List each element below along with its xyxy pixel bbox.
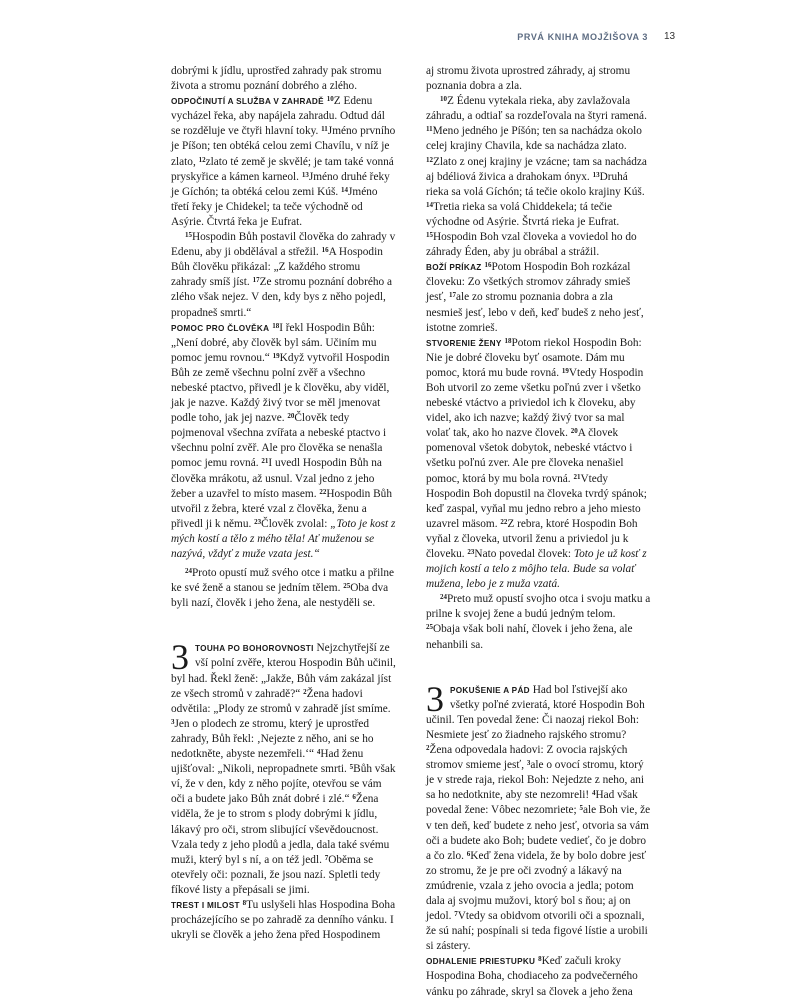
verse-number: 15 [185, 231, 192, 240]
verse-text: Zlato z onej krajiny je vzácne; tam sa nachádza aj bdéliová živica a drahokam ónyx. [426, 155, 647, 183]
verse-number: 4 [591, 789, 596, 798]
poem-text: „Toto je kost z mých kostí a tělo z mého těla! Ať muženou se nazývá, vždyť z muže vzata jest.“ [171, 517, 396, 560]
verse-text: Jen o plodech ze stromu, který je uprostřed zahrady, Bůh řekl: ‚Nejezte z něho, ani se ho nedotkněte, abyste nezemřeli.‘“ [171, 717, 374, 761]
verse-number: 19 [561, 366, 569, 375]
verse-number: 21 [573, 472, 581, 481]
verse-text: Vtedy Hospodin Boh dopustil na človeka tvrdý spánok; keď zaspal, vyňal mu jedno rebro a jeho miesto uzavrel mäsom. [426, 472, 647, 530]
verse-number: 10 [440, 95, 447, 104]
verse-text: Jméno prvního je Píšon; ten obtéká celou zemi Chavílu, v níž je zlato, [171, 125, 396, 168]
verse-text: Tretia rieka sa volá Chiddekela; tá tečie východne od Asýrie. Štvrtá rieka je Eufrat. [426, 200, 620, 228]
paragraph [426, 954, 651, 999]
verse-number: 14 [341, 185, 349, 194]
verse-number: 6 [466, 849, 471, 858]
verse-text: Žena hadovi odvětila: „Plody ze stromů v zahradě jíst smíme. [171, 687, 391, 715]
verse-number: 25 [343, 582, 351, 591]
paragraph [171, 94, 396, 230]
verse-number: 24 [185, 567, 192, 576]
verse-text: A človek pomenoval všetok dobytok, nebeské vtáctvo i všetku poľnú zver. Ale pre človeka nenašiel pomoc, ktorá by mu bola rovná. [426, 427, 633, 485]
verse-number: 21 [261, 457, 269, 466]
verse-text: Meno jedného je Píšón; ten sa nachádza okolo celej krajiny Chavila, kde sa nachádza zlato. [426, 125, 642, 153]
verse-number: 22 [319, 487, 327, 496]
verse-text: Hospodin Bůh utvořil z žebra, které vzal z člověka, ženu a přivedl ji k němu. [171, 487, 392, 530]
verse-number: 13 [592, 170, 600, 179]
section-heading: ODPOČINUTÍ A SLUŽBA V ZAHRADĚ [171, 97, 324, 107]
verse-text: Když vytvořil Hospodin Bůh ze země všechnu polní zvěř a všechno nebeské ptactvo, přivedl je k člověku, aby viděl, jak je nazve. Každý živý tvor se měl jmenovat podle toho, jak jej nazve. [171, 351, 390, 425]
section-heading: POKUŠENIE A PÁD [450, 685, 530, 695]
verse-text: Had bol ľstivejší ako všetky poľné zvieratá, ktoré Hospodin Boh učinil. Ten povedal žene: Či naozaj riekol Boh: Nesmiete jesť zo žiadneho rajského stromu? [426, 683, 645, 741]
verse-number: 17 [252, 276, 260, 285]
page-number: 13 [664, 31, 676, 42]
verse-text: Vtedy Hospodin Boh utvoril zo zeme všetku poľnú zver i všetko nebeské vtáctvo a priviedol ich k človeku, aby videl, ako ich nazve; každý živý tvor sa mal volať tak, ako ho nazve človek. [426, 366, 644, 440]
verse-text: Druhá rieka sa volá Gíchón; tá tečie okolo krajiny Kúš. [426, 170, 645, 198]
verse-number: 8 [242, 898, 247, 907]
verse-number: 17 [449, 291, 457, 300]
chapter-number: 3 [426, 678, 444, 719]
paragraph [171, 566, 396, 611]
paragraph [171, 230, 396, 321]
spacer [171, 611, 396, 641]
czech-column [171, 64, 396, 943]
verse-text: ale Boh vie, že v ten deň, keď budete z neho jesť, otvoria sa vám oči a budete ako Boh; budete vedieť, čo je dobro a čo zlo. [426, 804, 651, 862]
section-heading: TREST I MILOST [171, 900, 240, 910]
poem-text: Toto je už kosť z mojich kostí a telo z môjho tela. Bude sa volať mužena, lebo je z muža vzatá. [426, 548, 647, 591]
paragraph [171, 898, 396, 943]
verse-number: 20 [287, 412, 295, 421]
verse-number: 5 [579, 804, 583, 813]
verse-number: 7 [324, 853, 329, 862]
verse-text: zlato té země je skvělé; je tam také vonná pryskyřice a kámen karneol. [171, 155, 394, 183]
paragraph [426, 592, 651, 652]
paragraph [171, 321, 396, 563]
verse-text: Vtedy sa obidvom otvorili oči a spoznali, že sú nahí; pospínali si teda figové lístie a urobili si zástery. [426, 910, 648, 953]
verse-number: 3 [526, 759, 531, 768]
verse-text: Hospodin Boh vzal človeka a voviedol ho do záhrady Éden, aby ju obrábal a strážil. [426, 231, 637, 259]
verse-number: 3 [171, 717, 175, 726]
section-heading: POMOC PRO ČLOVĚKA [171, 323, 270, 333]
verse-number: 18 [504, 336, 512, 345]
verse-number: 22 [500, 517, 508, 526]
verse-number: 16 [484, 261, 492, 270]
verse-number: 11 [321, 125, 328, 134]
verse-text: Člověk tedy pojmenoval všechna zvířata a nebeské ptactvo i všechnu polní zvěř. Ale pro člověka se nenašla pomoc jemu rovná. [171, 412, 387, 470]
paragraph [426, 64, 651, 94]
verse-text: Oba dva byli nazí, člověk i jeho žena, ale nestyděli se. [171, 582, 389, 610]
verse-text: Potom riekol Hospodin Boh: Nie je dobré človeku byť osamote. Dám mu pomoc, ktorá mu bude rovná. [426, 336, 642, 379]
chapter-paragraph [426, 678, 651, 955]
chapter-paragraph [171, 637, 396, 898]
chapter-number: 3 [171, 637, 189, 678]
verse-text: Potom Hospodin Boh rozkázal človeku: Zo všetkých stromov záhrady smieš jesť, [426, 261, 631, 304]
section-heading: TOUHA PO BOHOROVNOSTI [195, 644, 314, 654]
verse-number: 5 [349, 763, 354, 772]
verse-text: Žena odpovedala hadovi: Z ovocia rajských stromov smieme jesť, [426, 744, 628, 772]
verse-text: Tu uslyšeli hlas Hospodina Boha procházejícího se po zahradě za denního vánku. I ukryli se člověk a jeho žena před Hospodinem [171, 898, 396, 942]
verse-number: 11 [426, 125, 433, 134]
verse-text: Preto muž opustí svojho otca i svoju matku a prilne k svojej žene a budú jedným telom. [426, 593, 651, 621]
verse-number: 4 [316, 748, 321, 757]
verse-number: 15 [426, 231, 433, 240]
verse-text: Oběma se otevřely oči: poznali, že jsou nazí. Spletli tedy fíkové listy a přepásali se jimi. [171, 853, 381, 896]
section-heading: ODHALENIE PRIESTUPKU [426, 957, 536, 967]
verse-text: I uvedl Hospodin Bůh na člověka mrákotu, až usnul. Vzal jedno z jeho žeber a uzavřel to místo masem. [171, 457, 382, 500]
verse-text: Nato povedal človek: [474, 548, 572, 560]
verse-text: I řekl Hospodin Bůh: „Není dobré, aby člověk byl sám. Učiním mu pomoc jemu rovnou.“ [171, 321, 377, 364]
verse-number: 13 [301, 170, 309, 179]
verse-number: 8 [538, 955, 542, 964]
verse-number: 6 [352, 793, 356, 802]
verse-number: 18 [272, 321, 280, 330]
running-head: PRVÁ KNIHA MOJŽIŠOVA 3 [517, 32, 648, 42]
verse-text: ale o ovocí stromu, ktorý je v strede raja, riekol Boh: Nejedzte z neho, ani sa ho nedotknite, aby ste nezomreli! [426, 759, 645, 802]
verse-number: 2 [426, 744, 430, 753]
verse-text: Had ženu ujišťoval: „Nikoli, nepropadnete smrti. [171, 748, 364, 776]
verse-number: 25 [426, 623, 433, 632]
verse-text: Člověk zvolal: [261, 517, 328, 530]
verse-text: Nejzchytřejší ze vší polní zvěře, kterou Hospodin Bůh učinil, byl had. Řekl ženě: „Jakže, Bůh vám zakázal jíst ze všech stromů v zahradě?“ [171, 642, 396, 700]
spacer [426, 653, 651, 683]
verse-number: 23 [254, 517, 262, 526]
verse-text: A Hospodin Bůh člověku přikázal: „Z každého stromu zahrady smíš jíst. [171, 246, 383, 289]
verse-number: 16 [321, 246, 329, 255]
verse-text: dobrými k jídlu, uprostřed zahrady pak stromu života a stromu poznání dobrého a zlého. [171, 65, 382, 93]
verse-text: Jméno třetí řeky je Chidekel; ta teče východně od Asýrie. Čtvrtá řeka je Eufrat. [171, 185, 378, 228]
verse-text: Bůh však ví, že v den, kdy z něho pojíte, otevřou se vám oči a budete jako Bůh znát dobré i zlé.“ [171, 763, 396, 806]
verse-text: Hospodin Bůh postavil člověka do zahrady v Edenu, aby ji obdělával a střežil. [171, 231, 396, 259]
verse-number: 19 [272, 351, 280, 360]
slovak-column [426, 64, 651, 1000]
verse-text: Ze stromu poznání dobrého a zlého však nejez. V den, kdy bys z něho pojedl, propadneš smrti.“ [171, 276, 392, 319]
verse-text: Z Édenu vytekala rieka, aby zavlažovala záhradu, a odtiaľ sa rozdeľovala na štyri ramená. [426, 95, 647, 123]
verse-text: ale zo stromu poznania dobra a zla nesmieš jesť, lebo v deň, keď budeš z neho jesť, istotne zomrieš. [426, 291, 644, 334]
verse-number: 24 [440, 593, 447, 602]
verse-text: Keď žena videla, že by bolo dobre jesť zo stromu, že je pre oči zvodný a lákavý na zmúdrenie, vzala z jeho ovocia a jedla; potom dala aj svojmu mužovi, ktorý bol s ňou; aj on jedol. [426, 849, 647, 923]
verse-number: 2 [303, 687, 307, 696]
verse-text: Žena viděla, že je to strom s plody dobrými k jídlu, lákavý pro oči, strom slibující vševědoucnost. Vzala tedy z jeho plodů a jedla, dala také svému muži, který byl s ní, a on též jedl. [171, 793, 390, 866]
paragraph [426, 260, 651, 335]
verse-number: 12 [198, 155, 206, 164]
verse-text: Proto opustí muž svého otce i matku a přilne ke své ženě a stanou se jedním tělem. [171, 567, 395, 595]
verse-text: Z Edenu vycházel řeka, aby napájela zahradu. Odtud dál se rozděluje ve čtyři hlavní toky. [171, 95, 385, 138]
verse-number: 10 [326, 95, 334, 104]
verse-number: 12 [426, 155, 433, 164]
verse-text: Obaja však boli nahí, človek i jeho žena, ale nehanbili sa. [426, 623, 633, 651]
paragraph [426, 336, 651, 593]
verse-text: Had však povedal žene: Vôbec nezomriete; [426, 789, 638, 817]
verse-text: Z rebra, ktoré Hospodin Boh vyňal z človeka, utvoril ženu a priviedol ju k človeku. [426, 517, 638, 560]
paragraph [171, 64, 396, 94]
verse-text: Jméno druhé řeky je Gíchón; ta obtéká celou zemi Kúš. [171, 170, 390, 198]
verse-text: aj stromu života uprostred záhrady, aj stromu poznania dobra a zla. [426, 65, 631, 93]
paragraph [426, 94, 651, 260]
verse-number: 14 [426, 200, 433, 209]
verse-number: 23 [467, 548, 475, 556]
section-heading: STVORENIE ŽENY [426, 338, 502, 348]
section-heading: BOŽÍ PRÍKAZ [426, 263, 482, 273]
verse-number: 20 [570, 427, 578, 436]
verse-text: Keď začuli kroky Hospodina Boha, chodiaceho za podvečerného vánku po záhrade, skryl sa človek a jeho žena [426, 955, 638, 998]
verse-number: 7 [454, 910, 458, 919]
